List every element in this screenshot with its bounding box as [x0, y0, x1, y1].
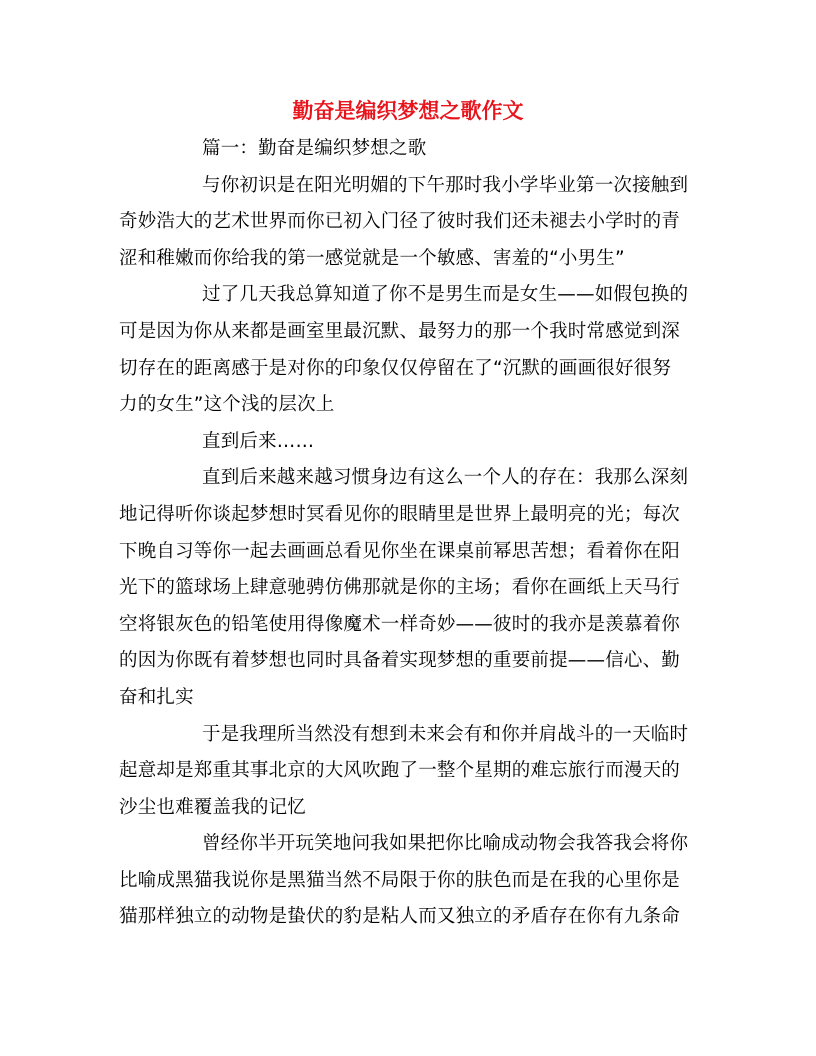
paragraph-line: 奋和扎实 — [119, 686, 194, 708]
paragraph-line: 的因为你既有着梦想也同时具备着实现梦想的重要前提——信心、勤 — [119, 650, 681, 672]
section-heading: 篇一：勤奋是编织梦想之歌 — [202, 138, 427, 159]
paragraph-line: 涩和稚嫩而你给我的第一感觉就是一个敏感、害羞的“小男生” — [119, 247, 625, 269]
paragraph-line: 力的女生”这个浅的层次上 — [119, 394, 335, 416]
paragraph-line: 曾经你半开玩笑地问我如果把你比喻成动物会我答我会将你 — [202, 833, 689, 855]
paragraph-line: 猫那样独立的动物是蛰伏的豹是粘人而又独立的矛盾存在你有九条命 — [119, 906, 681, 928]
paragraph-line: 奇妙浩大的艺术世界而你已初入门径了彼时我们还未褪去小学时的青 — [119, 211, 681, 233]
paragraph-line: 空将银灰色的铅笔使用得像魔术一样奇妙——彼时的我亦是羡慕着你 — [119, 613, 681, 635]
paragraph-line: 可是因为你从来都是画室里最沉默、最努力的那一个我时常感觉到深 — [119, 320, 681, 342]
paragraph-line: 地记得听你谈起梦想时冥看见你的眼睛里是世界上最明亮的光；每次 — [119, 503, 681, 525]
paragraph-line: 直到后来越来越习惯身边有这么一个人的存在：我那么深刻 — [202, 467, 689, 489]
paragraph-line: 切存在的距离感于是对你的印象仅仅停留在了“沉默的画画很好很努 — [119, 357, 672, 379]
paragraph-line: 下晚自习等你一起去画画总看见你坐在课桌前幂思苦想；看着你在阳 — [119, 540, 681, 562]
paragraph-line: 比喻成黑猫我说你是黑猫当然不局限于你的肤色而是在我的心里你是 — [119, 869, 681, 891]
paragraph-line: 与你初识是在阳光明媚的下午那时我小学毕业第一次接触到 — [202, 174, 689, 196]
paragraph-line: 于是我理所当然没有想到未来会有和你并肩战斗的一天临时 — [202, 723, 689, 745]
document-body — [119, 131, 697, 936]
paragraph-line: 起意却是郑重其事北京的大风吹跑了一整个星期的难忘旅行而漫天的 — [119, 760, 681, 782]
paragraph-line: 沙尘也难覆盖我的记忆 — [119, 796, 307, 818]
paragraph-line: 过了几天我总算知道了你不是男生而是女生——如假包换的 — [202, 284, 689, 306]
document-title: 勤奋是编织梦想之歌作文 — [292, 98, 524, 123]
paragraph-line: 光下的篮球场上肆意驰骋仿佛那就是你的主场；看你在画纸上天马行 — [119, 577, 681, 599]
paragraph-line: 直到后来…… — [202, 430, 315, 452]
